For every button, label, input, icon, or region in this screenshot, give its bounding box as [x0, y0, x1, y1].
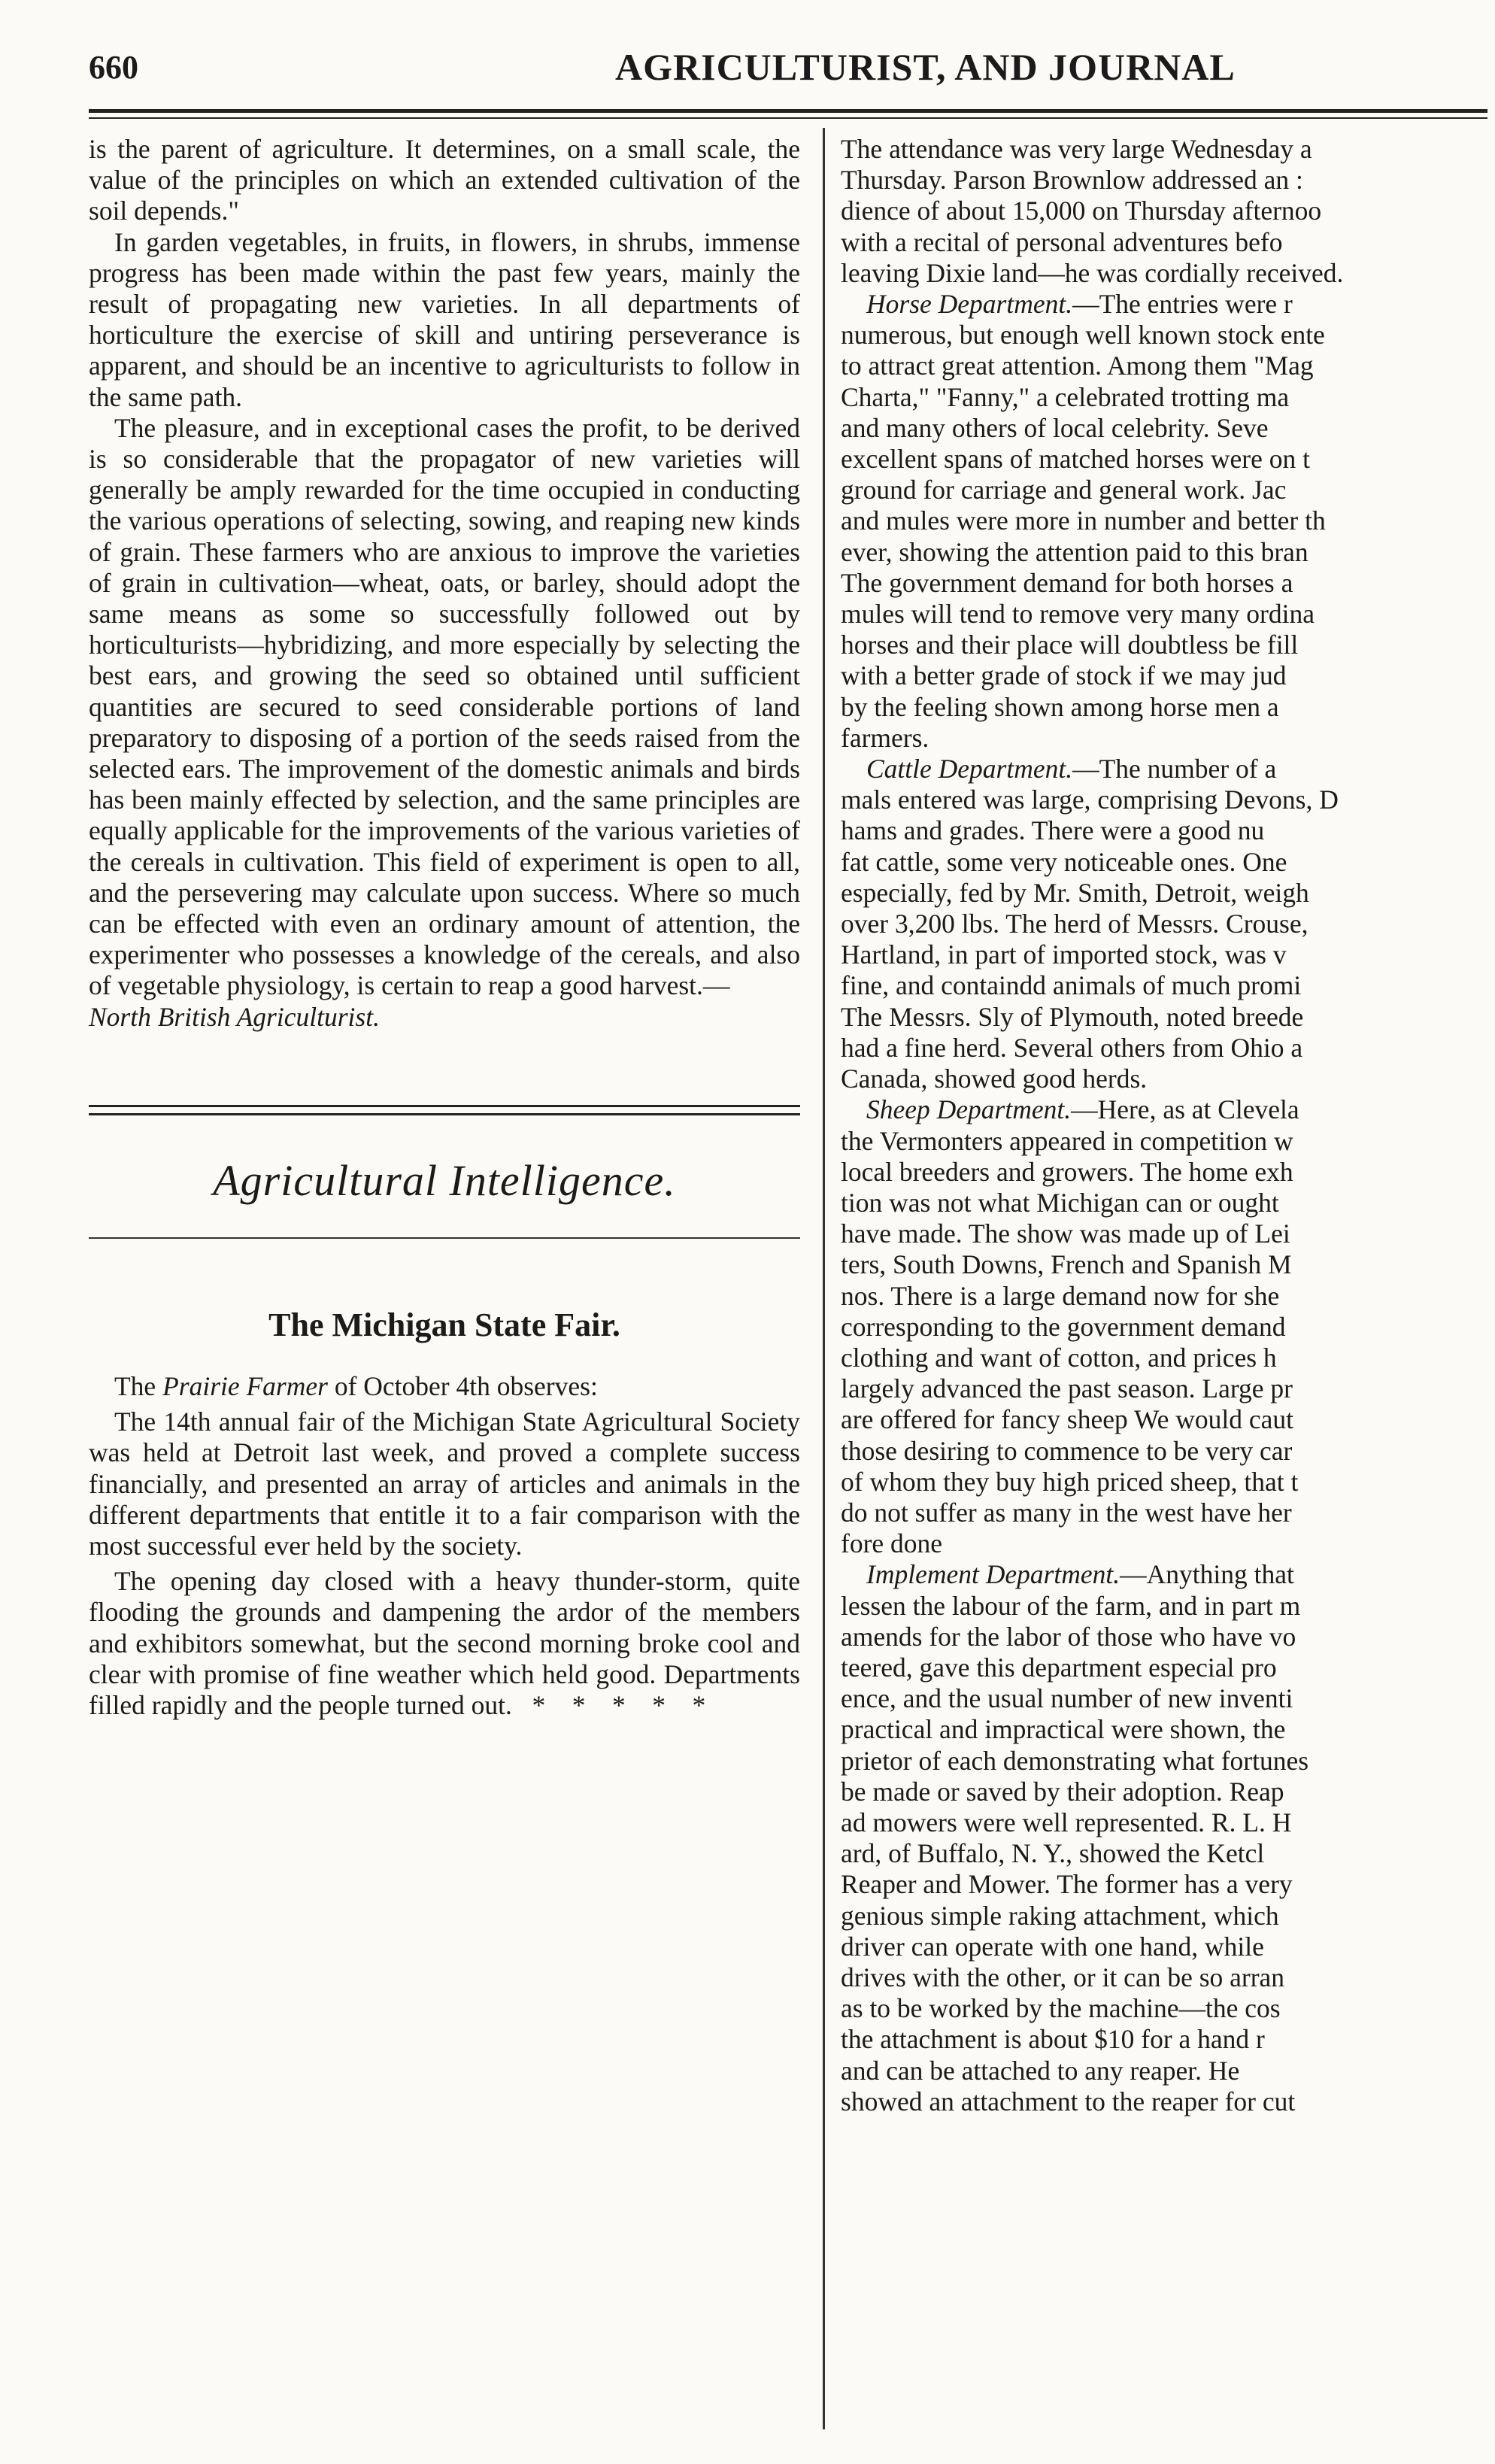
source-name: North British Agriculturist. [89, 1001, 380, 1032]
right-column-line: Thursday. Parson Brownlow addressed an : [841, 165, 1303, 196]
right-column-line: with a better grade of stock if we may jud [841, 660, 1287, 691]
right-column-line: fat cattle, some very noticeable ones. One [841, 846, 1287, 877]
right-column-line: corresponding to the government demand [841, 1311, 1286, 1342]
right-column-line: ence, and the usual number of new inventi [841, 1683, 1293, 1714]
right-column-line: are offered for fancy sheep We would caut [841, 1404, 1294, 1435]
right-column-line: numerous, but enough well known stock ente [841, 320, 1325, 350]
article-title: The Michigan State Fair. [268, 1306, 620, 1343]
right-column-line: showed an attachment to the reaper for cut [841, 2086, 1296, 2117]
right-column-line [841, 1094, 1495, 1125]
right-column-line: and many others of local celebrity. Seve [841, 412, 1269, 443]
right-column-line: nos. There is a large demand now for she [841, 1280, 1280, 1311]
right-column-line: over 3,200 lbs. The herd of Messrs. Crouse, [841, 909, 1309, 939]
right-column-line: amends for the labor of those who have vo [841, 1621, 1296, 1652]
right-column-line: fore done [841, 1528, 943, 1559]
right-column-line: have made. The show was made up of Lei [841, 1218, 1290, 1249]
intro-publication: Prairie Farmer [162, 1370, 328, 1401]
left-column [89, 134, 800, 1721]
paragraph-continued: is the parent of agriculture. It determines, on a small scale, the value of the principles on which an extended cultivation of the soil depends." [89, 134, 800, 226]
section-separator [89, 1105, 800, 1115]
right-column-line: local breeders and growers. The home exh [841, 1156, 1293, 1187]
right-column-line: by the feeling shown among horse men a [841, 691, 1279, 722]
right-column-line: lessen the labour of the farm, and in part m [841, 1590, 1301, 1621]
line-text: —Here, as at Clevela [1071, 1094, 1299, 1125]
right-column-line: as to be worked by the machine—the cos [841, 1993, 1281, 2024]
right-column-line: clothing and want of cotton, and prices h [841, 1342, 1277, 1373]
line-text: —The number of a [1072, 754, 1277, 784]
right-column-line: The Messrs. Sly of Plymouth, noted breede [841, 1001, 1304, 1032]
right-column-line: be made or saved by their adoption. Reap [841, 1776, 1284, 1807]
header-rule [89, 109, 1487, 119]
article-intro [89, 1371, 800, 1402]
intro-text-b: of October 4th observes: [327, 1370, 598, 1401]
right-column-line: genious simple raking attachment, which [841, 1900, 1279, 1931]
right-column-line: the attachment is about $10 for a hand r [841, 2024, 1265, 2055]
paragraph-pleasure: The pleasure, and in exceptional cases the profit, to be derived is so considerable that the propagator of new varieties will generally be amply rewarded for the time occupied in conducting the various operations of selecting, sowing, and reaping new kinds of grain. These farmers who are anxious to improve the varieties of grain in cultivation—wheat, oats, or barley, should adopt the same means as some so successfully followed out by horticulturists—hybridizing, and more especially by selecting the best ears, and growing the seed so obtained until sufficient quantities are secured to seed considerable portions of land preparatory to disposing of a portion of the seeds raised from the selected ears. The improvement of the domestic animals and birds has been mainly effected by selection, and the same principles are equally applicable for the improvements of the various varieties of the cereals in cultivation. This field of experiment is open to all, and the persevering may calculate upon success. Where so much can be effected with even an ordinary amount of attention, the experimenter who possesses a knowledge of the cereals, and also of vegetable physiology, is certain to reap a good harvest.— [89, 412, 800, 1001]
intro-text-a: The [114, 1370, 163, 1401]
right-column-line: ters, South Downs, French and Spanish M [841, 1249, 1292, 1280]
right-column-line: horses and their place will doubtless be fill [841, 630, 1299, 660]
right-column-line: farmers. [841, 722, 929, 753]
right-column-line: to attract great attention. Among them "Mag [841, 350, 1314, 381]
ellipsis-stars: * * * * * [532, 1689, 706, 1720]
opening-text: The opening day closed with a heavy thunder-storm, quite flooding the grounds and dampening the ardor of the members and exhibitors somewhat, but the second morning broke cool and clear with promise of fine weather which held good. Departments filled rapidly and the people turned out. [89, 1566, 800, 1720]
right-column-line: leaving Dixie land—he was cordially received. [841, 257, 1344, 288]
right-column-line: especially, fed by Mr. Smith, Detroit, weigh [841, 877, 1309, 908]
right-column-line: The government demand for both horses a [841, 567, 1293, 598]
department-heading: Horse Department. [866, 289, 1073, 320]
right-column-line [841, 289, 1495, 320]
right-column-line: ad mowers were well represented. R. L. H [841, 1807, 1292, 1837]
right-column-line: ard, of Buffalo, N. Y., showed the Ketcl [841, 1838, 1265, 1869]
right-column [841, 134, 1495, 2117]
right-column-line: tion was not what Michigan can or ought [841, 1187, 1279, 1218]
department-heading: Implement Department. [866, 1559, 1120, 1590]
line-text: —Anything that [1120, 1559, 1294, 1590]
section-heading: Agricultural Intelligence. [213, 1155, 676, 1205]
department-heading: Cattle Department. [866, 754, 1073, 784]
right-column-line: teered, gave this department especial pro [841, 1652, 1277, 1683]
section-underline [89, 1237, 800, 1239]
right-column-line: the Vermonters appeared in competition w [841, 1125, 1293, 1156]
right-column-line: ever, showing the attention paid to this bran [841, 536, 1309, 567]
running-title: AGRICULTURIST, AND JOURNAL [615, 46, 1236, 88]
column-rule [823, 128, 825, 2429]
right-column-line: with a recital of personal adventures befo [841, 226, 1283, 257]
right-column-line: ground for carriage and general work. Jac [841, 475, 1287, 505]
right-column-line: mules will tend to remove very many ordina [841, 599, 1315, 630]
right-column-line: driver can operate with one hand, while [841, 1931, 1264, 1962]
right-column-line [841, 754, 1495, 784]
right-column-line: The attendance was very large Wednesday a [841, 134, 1312, 164]
line-text: —The entries were r [1072, 289, 1293, 320]
right-column-line: those desiring to commence to be very car [841, 1435, 1293, 1466]
right-column-line: drives with the other, or it can be so arran [841, 1962, 1285, 1992]
right-column-line: do not suffer as many in the west have her [841, 1497, 1292, 1528]
right-column-line: and can be attached to any reaper. He [841, 2055, 1240, 2086]
paragraph-fair: The 14th annual fair of the Michigan State Agricultural Society was held at Detroit last week, and proved a complete success financially, and presented an array of articles and animals in the different departments that entitle it to a fair comparison with the most successful ever held by the society. [89, 1406, 800, 1561]
right-column-line: Canada, showed good herds. [841, 1064, 1148, 1094]
paragraph-garden: In garden vegetables, in fruits, in flowers, in shrubs, immense progress has been made within the past few years, mainly the result of propagating new varieties. In all departments of horticulture the exercise of skill and untiring perseverance is apparent, and should be an incentive to agriculturists to follow in the same path. [89, 226, 800, 412]
paragraph-opening [89, 1566, 800, 1721]
right-column-line: of whom they buy high priced sheep, that t [841, 1466, 1299, 1497]
right-column-line: Hartland, in part of imported stock, was v [841, 939, 1287, 970]
right-column-line: excellent spans of matched horses were on t [841, 444, 1310, 475]
right-column-line: mals entered was large, comprising Devons, D [841, 784, 1339, 815]
right-column-line: fine, and containdd animals of much promi [841, 970, 1302, 1001]
source-attribution [89, 1002, 800, 1033]
right-column-line: Charta," "Fanny," a celebrated trotting ma [841, 381, 1290, 412]
right-column-line: dience of about 15,000 on Thursday afternoo [841, 196, 1322, 226]
right-column-line: largely advanced the past season. Large pr [841, 1373, 1293, 1404]
right-column-line [841, 1559, 1495, 1590]
right-column-line: had a fine herd. Several others from Ohio a [841, 1032, 1303, 1063]
page-header [89, 44, 1495, 96]
page-number: 660 [89, 49, 138, 86]
department-heading: Sheep Department. [866, 1094, 1072, 1125]
right-column-line: Reaper and Mower. The former has a very [841, 1869, 1293, 1900]
right-column-line: and mules were more in number and better th [841, 505, 1326, 536]
right-column-line: hams and grades. There were a good nu [841, 815, 1265, 846]
right-column-line: prietor of each demonstrating what fortunes [841, 1745, 1309, 1776]
right-column-line: practical and impractical were shown, the [841, 1714, 1286, 1745]
